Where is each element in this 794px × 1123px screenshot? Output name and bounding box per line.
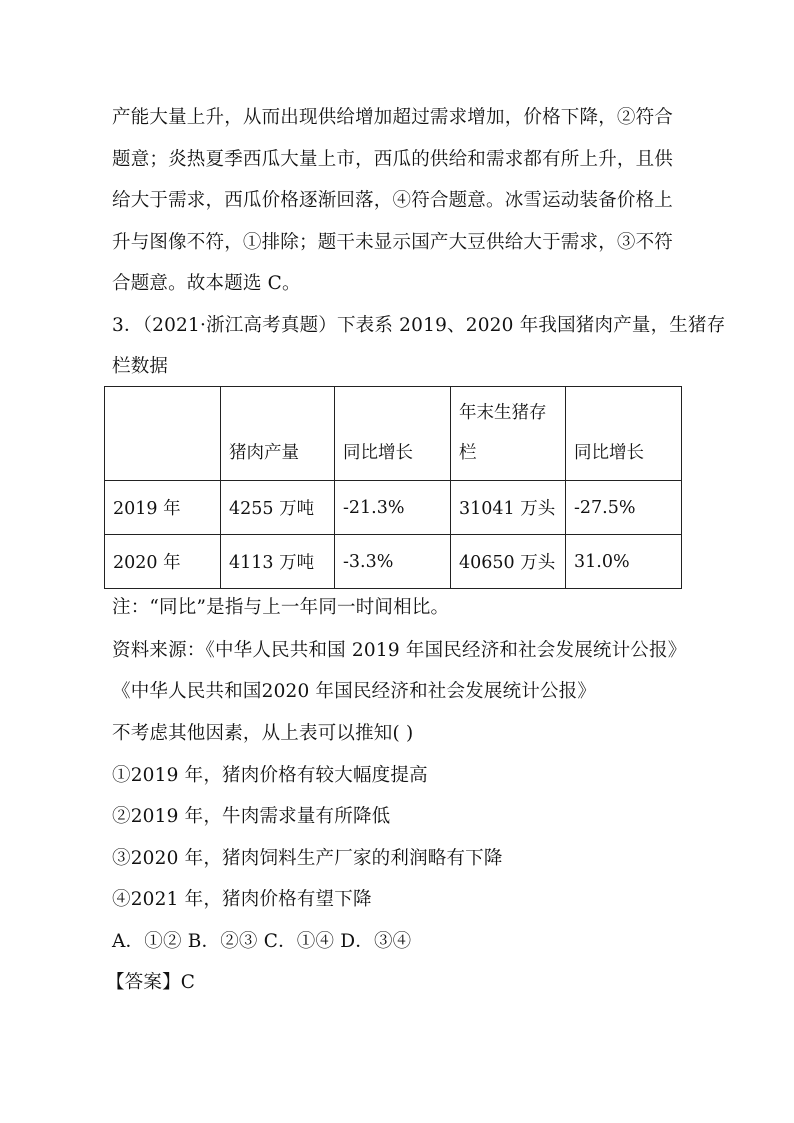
pork-data-table bbox=[104, 386, 682, 589]
source-line-1: 资料来源：《中华人民共和国 2019 年国民经济和社会发展统计公报》 bbox=[112, 640, 687, 661]
option-4: ④2021 年，猪肉价格有望下降 bbox=[112, 889, 372, 910]
table-header-empty bbox=[105, 387, 221, 481]
option-1: ①2019 年，猪肉价格有较大幅度提高 bbox=[112, 765, 428, 786]
option-3: ③2020 年，猪肉饲料生产厂家的利润略有下降 bbox=[112, 848, 503, 869]
table-cell: 2019 年 bbox=[105, 481, 221, 535]
question-prompt: 不考虑其他因素，从上表可以推知( ) bbox=[112, 723, 414, 744]
table-header-row bbox=[105, 387, 682, 481]
option-2: ②2019 年，牛肉需求量有所降低 bbox=[112, 806, 391, 827]
table-cell: 4113 万吨 bbox=[221, 535, 335, 589]
table-header-yoy-growth: 同比增长 bbox=[335, 387, 451, 481]
answer-choices: A．①② B．②③ C．①④ D．③④ bbox=[112, 931, 412, 952]
question-stem-line-2: 栏数据 bbox=[112, 356, 169, 377]
table-cell: -27.5% bbox=[566, 481, 682, 535]
source-line-2: 《中华人民共和国2020 年国民经济和社会发展统计公报》 bbox=[112, 681, 597, 702]
table-cell: 40650 万头 bbox=[451, 535, 566, 589]
explanation-line-1: 产能大量上升，从而出现供给增加超过需求增加，价格下降，②符合 bbox=[112, 107, 674, 128]
answer: 【答案】C bbox=[106, 972, 196, 993]
table-note: 注：“同比”是指与上一年同一时间相比。 bbox=[112, 597, 450, 618]
explanation-line-2: 题意；炎热夏季西瓜大量上市，西瓜的供给和需求都有所上升，且供 bbox=[112, 149, 674, 170]
table-cell: -3.3% bbox=[335, 535, 451, 589]
table-cell: 31041 万头 bbox=[451, 481, 566, 535]
explanation-line-3: 给大于需求，西瓜价格逐渐回落，④符合题意。冰雪运动装备价格上 bbox=[112, 190, 674, 211]
table-row bbox=[105, 481, 682, 535]
table-row bbox=[105, 535, 682, 589]
table-header-pork-output: 猪肉产量 bbox=[221, 387, 335, 481]
explanation-line-4: 升与图像不符，①排除；题干未显示国产大豆供给大于需求，③不符 bbox=[112, 232, 674, 253]
table-cell: -21.3% bbox=[335, 481, 451, 535]
table-cell: 2020 年 bbox=[105, 535, 221, 589]
question-stem-line-1: 3．（2021·浙江高考真题）下表系 2019、2020 年我国猪肉产量，生猪存 bbox=[112, 315, 726, 336]
table-header-pig-stock: 年末生猪存 栏 bbox=[451, 387, 566, 481]
table-header-yoy-growth-2: 同比增长 bbox=[566, 387, 682, 481]
explanation-line-5: 合题意。故本题选 C。 bbox=[112, 273, 301, 294]
table-cell: 4255 万吨 bbox=[221, 481, 335, 535]
table-cell: 31.0% bbox=[566, 535, 682, 589]
